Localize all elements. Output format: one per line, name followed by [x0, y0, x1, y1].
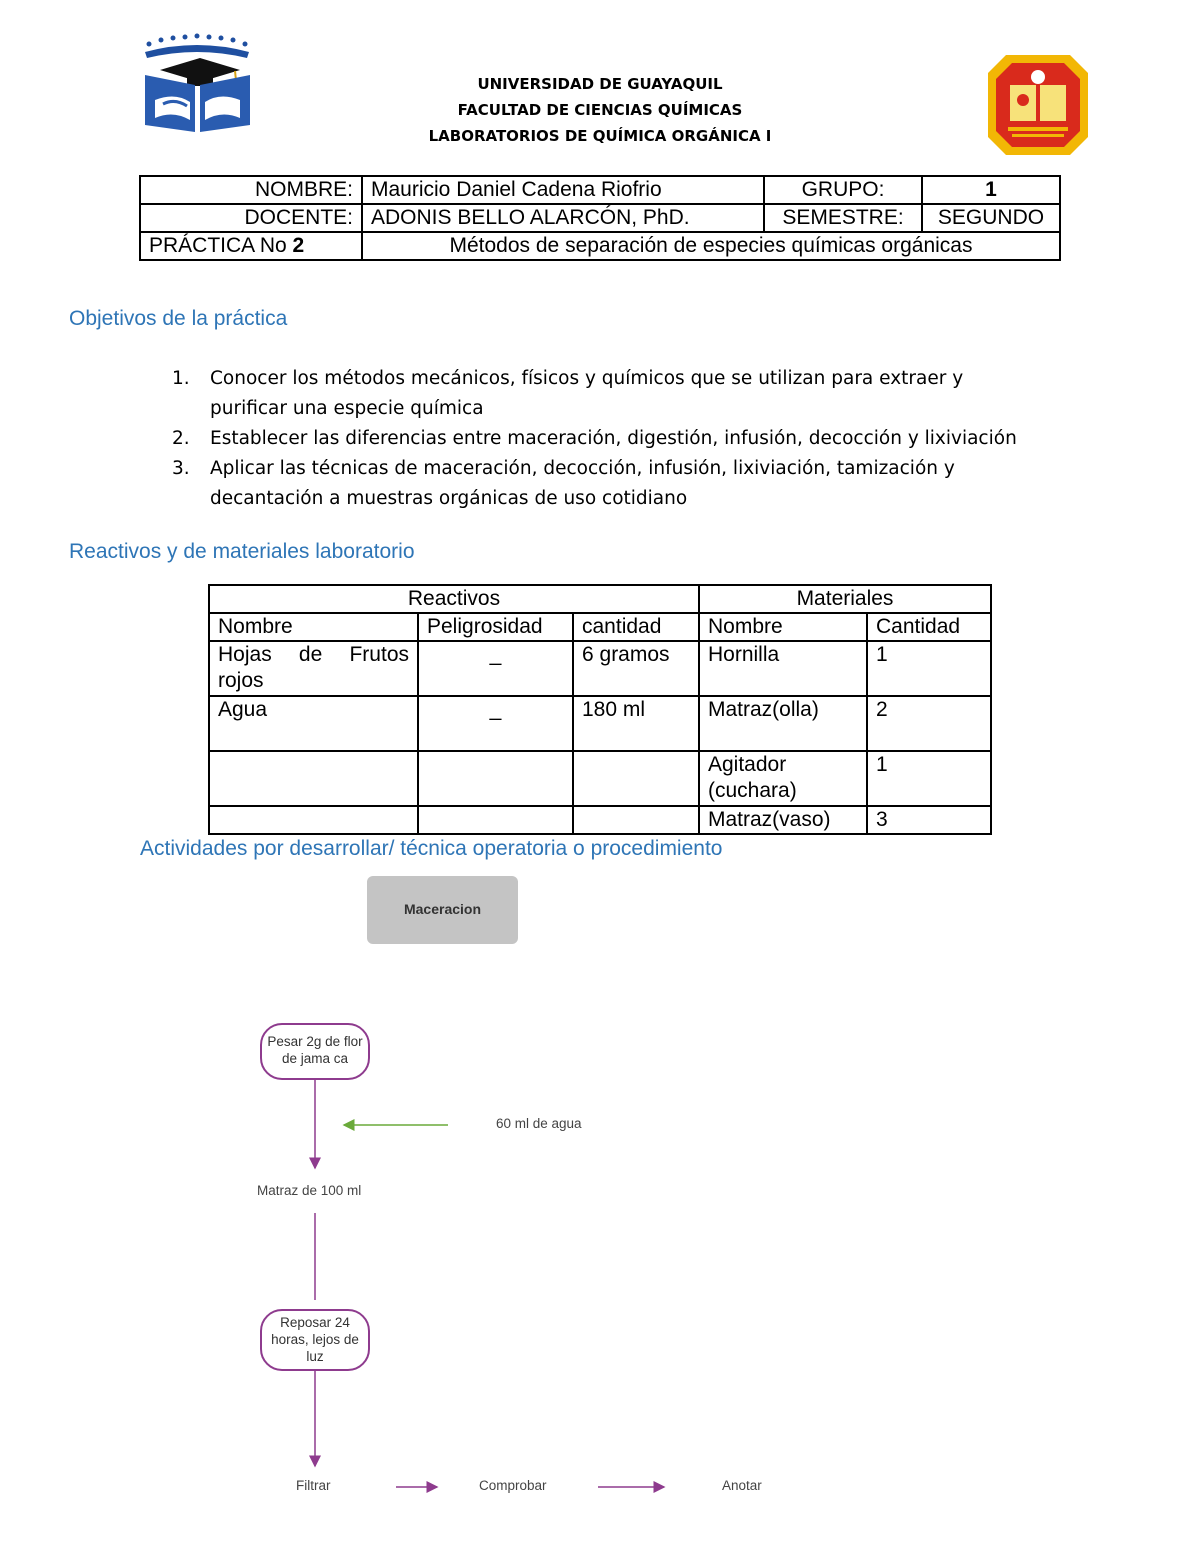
flow-input-agua: 60 ml de agua: [496, 1116, 582, 1131]
docente-label: DOCENTE:: [140, 204, 362, 232]
flow-step-text: Reposar 24 horas, lejos de luz: [271, 1315, 359, 1364]
table-cell: 1: [867, 751, 991, 806]
practica-number: 2: [292, 234, 305, 257]
grupo-value: 1: [922, 176, 1060, 204]
objetivo-number: 2.: [172, 428, 190, 449]
practica-title: Métodos de separación de especies químicas orgánicas: [362, 232, 1060, 260]
docente-value: ADONIS BELLO ALARCÓN, PhD.: [362, 204, 764, 232]
flow-step-pesar: [260, 1023, 370, 1080]
flow-step-comprobar: Comprobar: [479, 1478, 547, 1493]
table-cell: Matraz(vaso): [699, 806, 867, 834]
column-header: cantidad: [573, 613, 699, 641]
semestre-label: SEMESTRE:: [764, 204, 922, 232]
grupo-label: GRUPO:: [764, 176, 922, 204]
objetivos-heading: Objetivos de la práctica: [69, 307, 288, 330]
reactivos-heading: Reactivos y de materiales laboratorio: [69, 540, 415, 563]
table-cell: 2: [867, 696, 991, 751]
group-materiales: Materiales: [699, 585, 991, 613]
table-cell: 3: [867, 806, 991, 834]
objetivo-number: 3.: [172, 458, 190, 479]
flow-step-anotar: Anotar: [722, 1478, 762, 1493]
header-lab: LABORATORIOS DE QUÍMICA ORGÁNICA I: [428, 127, 772, 145]
column-header: Nombre: [209, 613, 418, 641]
objetivo-line: Aplicar las técnicas de maceración, decocción, infusión, lixiviación, tamización y: [210, 458, 955, 479]
table-cell: Hojas de Frutos rojos: [209, 641, 418, 696]
objetivo-number: 1.: [172, 368, 190, 389]
table-cell: Agitador (cuchara): [699, 751, 867, 806]
semestre-value: SEGUNDO: [922, 204, 1060, 232]
header-faculty: FACULTAD DE CIENCIAS QUÍMICAS: [457, 101, 743, 119]
table-cell: _: [418, 696, 573, 751]
flow-step-reposar: [260, 1309, 370, 1371]
flow-step-text: Pesar 2g de flor de jama ca: [267, 1034, 363, 1066]
objetivo-line: purificar una especie química: [210, 398, 484, 419]
table-cell: Agua: [209, 696, 418, 751]
nombre-label: NOMBRE:: [140, 176, 362, 204]
table-cell: 1: [867, 641, 991, 696]
table-cell: 180 ml: [573, 696, 699, 751]
column-header: Nombre: [699, 613, 867, 641]
actividades-heading: Actividades por desarrollar/ técnica operatoria o procedimiento: [140, 837, 723, 860]
flow-step-filtrar: Filtrar: [296, 1478, 331, 1493]
table-cell: _: [418, 641, 573, 696]
objetivo-line: Establecer las diferencias entre maceración, digestión, infusión, decocción y lixiviación: [210, 428, 1017, 449]
table-cell: 6 gramos: [573, 641, 699, 696]
nombre-value: Mauricio Daniel Cadena Riofrio: [362, 176, 764, 204]
maceracion-title: Maceracion: [403, 901, 482, 917]
table-cell: Hornilla: [699, 641, 867, 696]
table-cell: Matraz(olla): [699, 696, 867, 751]
column-header: Cantidad: [867, 613, 991, 641]
header-university: UNIVERSIDAD DE GUAYAQUIL: [477, 75, 723, 93]
objetivo-line: Conocer los métodos mecánicos, físicos y químicos que se utilizan para extraer y: [210, 368, 964, 389]
objetivo-line: decantación a muestras orgánicas de uso cotidiano: [210, 488, 688, 509]
group-reactivos: Reactivos: [209, 585, 699, 613]
practica-label-text: PRÁCTICA No: [149, 234, 287, 257]
column-header: Peligrosidad: [418, 613, 573, 641]
flow-step-matraz: Matraz de 100 ml: [257, 1183, 362, 1198]
